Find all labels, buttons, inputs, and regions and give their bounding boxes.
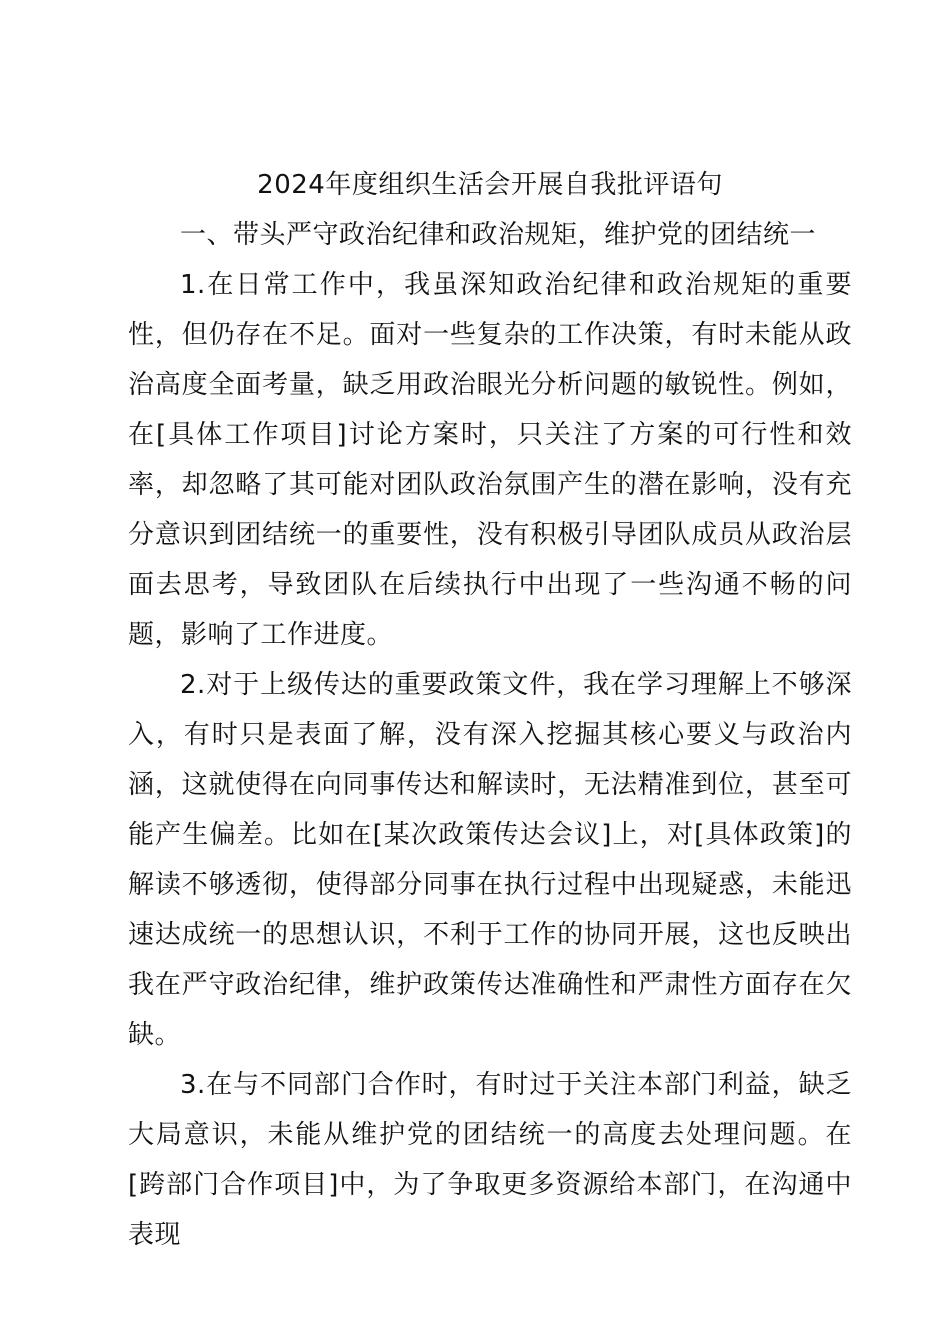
document-page — [128, 160, 852, 1260]
paragraph-3: 3.在与不同部门合作时，有时过于关注本部门利益，缺乏大局意识，未能从维护党的团结统一的高度去处理问题。在[跨部门合作项目]中，为了争取更多资源给本部门，在沟通中表现 — [128, 1070, 852, 1250]
section-heading: 一、带头严守政治纪律和政治规矩，维护党的团结统一 — [180, 220, 817, 250]
document-title: 2024年度组织生活会开展自我批评语句 — [257, 170, 723, 200]
paragraph-1: 1.在日常工作中，我虽深知政治纪律和政治规矩的重要性，但仍存在不足。面对一些复杂的工作决策，有时未能从政治高度全面考量，缺乏用政治眼光分析问题的敏锐性。例如，在[具体工作项目]讨论方案时，只关注了方案的可行性和效率，却忽略了其可能对团队政治氛围产生的潜在影响，没有充分意识到团结统一的重要性，没有积极引导团队成员从政治层面去思考，导致团队在后续执行中出现了一些沟通不畅的问题，影响了工作进度。 — [128, 270, 852, 650]
paragraph-2: 2.对于上级传达的重要政策文件，我在学习理解上不够深入，有时只是表面了解，没有深入挖掘其核心要义与政治内涵，这就使得在向同事传达和解读时，无法精准到位，甚至可能产生偏差。比如在[某次政策传达会议]上，对[具体政策]的解读不够透彻，使得部分同事在执行过程中出现疑惑，未能迅速达成统一的思想认识，不利于工作的协同开展，这也反映出我在严守政治纪律，维护政策传达准确性和严肃性方面存在欠缺。 — [128, 670, 852, 1050]
